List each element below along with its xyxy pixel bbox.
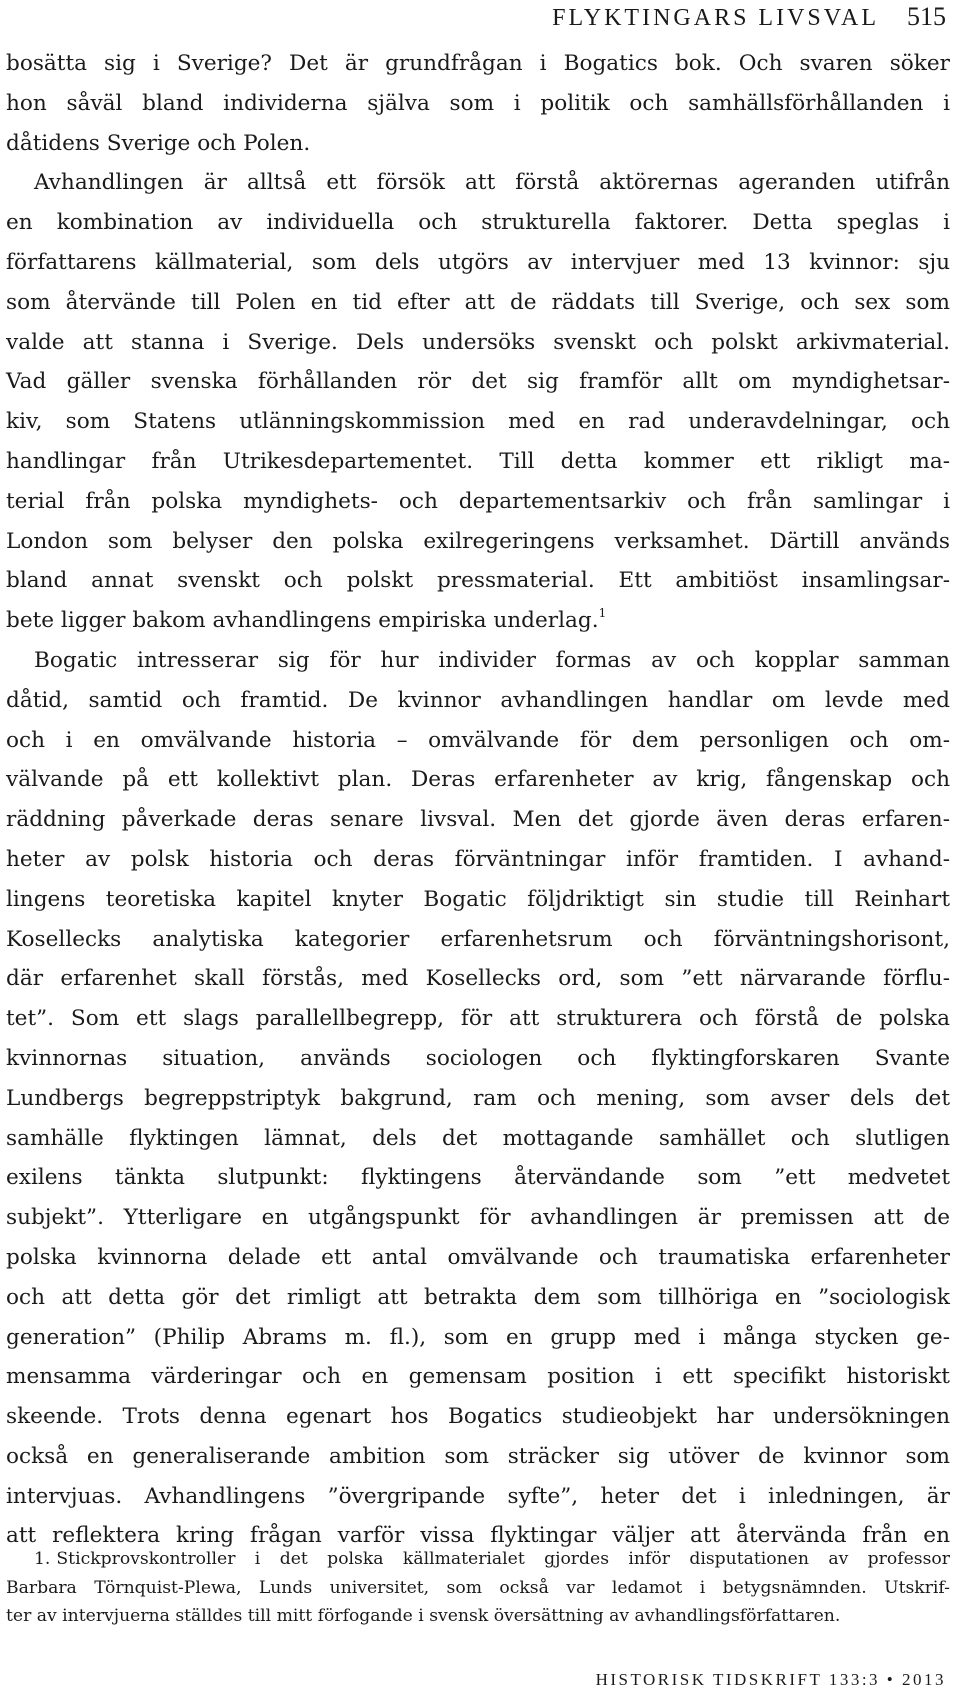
text-line: valde att stanna i Sverige. Dels undersöks svenskt och polskt arkivmaterial. — [6, 329, 950, 355]
text-line: heter av polsk historia och deras förväntningar inför framtiden. I avhand- — [6, 846, 950, 872]
text-line: en kombination av individuella och strukturella faktorer. Detta speglas i — [6, 210, 950, 236]
text-line: och i en omvälvande historia – omvälvande för dem personligen och om- — [6, 727, 950, 753]
text-line: bosätta sig i Sverige? Det är grundfrågan i Bogatics bok. Och svaren söker — [6, 51, 950, 76]
text-line: Vad gäller svenska förhållanden rör det sig framför allt om myndighetsar- — [6, 369, 950, 395]
footnote-reference[interactable]: 1 — [598, 606, 607, 621]
text-line: kiv, som Statens utlänningskommission med en rad underavdelningar, och — [6, 409, 950, 435]
text-line: handlingar från Utrikesdepartementet. Till detta kommer ett rikligt ma- — [6, 448, 950, 474]
text-line: mensamma värderingar och en gemensam position i ett specifikt historiskt — [6, 1364, 950, 1390]
text-line: och att detta gör det rimligt att betrakta dem som tillhöriga en ”sociologisk — [6, 1284, 950, 1310]
footnotes — [6, 1545, 950, 1631]
footnote-line: ter av intervjuerna ställdes till mitt förfogande i svensk översättning av avhandlingsförfattaren. — [6, 1606, 841, 1626]
text-line: författarens källmaterial, som dels utgörs av intervjuer med 13 kvinnor: sju — [6, 249, 950, 275]
text-line: dåtid, samtid och framtid. De kvinnor avhandlingen handlar om levde med — [6, 687, 950, 713]
text-line: också en generaliserande ambition som sträcker sig utöver de kvinnor som — [6, 1443, 950, 1469]
footnote-line: Barbara Törnquist-Plewa, Lunds universitet, som också var ledamot i betygsnämnden. Utskrif- — [6, 1577, 950, 1598]
text-line: Lundbergs begreppstriptyk bakgrund, ram och mening, som avser dels det — [6, 1085, 950, 1111]
text-line: hon såväl bland individerna själva som i politik och samhällsförhållanden i — [6, 90, 950, 116]
footnote-line — [6, 1545, 950, 1574]
footnote-text: Stickprovskontroller i det polska källmaterialet gjordes inför disputationen av professor — [56, 1549, 950, 1569]
text-line: att reflektera kring frågan varför vissa flyktingar väljer att återvända från en — [6, 1523, 950, 1549]
text-line: skeende. Trots denna egenart hos Bogatics studieobjekt har undersökningen — [6, 1404, 950, 1430]
text-line: bland annat svenskt och polskt pressmaterial. Ett ambitiöst insamlingsar- — [6, 568, 950, 594]
text-line: bete ligger bakom avhandlingens empiriska underlag. — [6, 608, 599, 634]
journal-footer: HISTORISK TIDSKRIFT 133:3 • 2013 — [595, 1670, 946, 1689]
text-line: exilens tänkta slutpunkt: flyktingens återvändande som ”ett medvetet — [6, 1165, 950, 1191]
body-text — [6, 44, 950, 1556]
running-head — [552, 2, 946, 32]
running-title: FLYKTINGARS LIVSVAL — [552, 5, 879, 31]
text-line: kvinnornas situation, används sociologen och flyktingforskaren Svante — [6, 1045, 950, 1071]
footnote-number: 1. — [34, 1549, 51, 1569]
text-line: välvande på ett kollektivt plan. Deras erfarenheter av krig, fångenskap och — [6, 767, 950, 793]
text-line: där erfarenhet skall förstås, med Kosellecks ord, som ”ett närvarande förflu- — [6, 966, 950, 992]
page-number: 515 — [907, 2, 946, 31]
text-line: subjekt”. Ytterligare en utgångspunkt för avhandlingen är premissen att de — [6, 1205, 950, 1231]
text-line: terial från polska myndighets- och departementsarkiv och från samlingar i — [6, 488, 950, 514]
text-line: Avhandlingen är alltså ett försök att förstå aktörernas ageranden utifrån — [34, 170, 950, 196]
text-line: intervjuas. Avhandlingens ”övergripande syfte”, heter det i inledningen, är — [6, 1483, 950, 1509]
text-line: lingens teoretiska kapitel knyter Bogatic följdriktigt sin studie till Reinhart — [6, 886, 950, 912]
text-line: räddning påverkade deras senare livsval. Men det gjorde även deras erfaren- — [6, 807, 950, 833]
text-line: generation” (Philip Abrams m. fl.), som en grupp med i många stycken ge- — [6, 1324, 950, 1350]
text-line: dåtidens Sverige och Polen. — [6, 130, 311, 156]
text-line: polska kvinnorna delade ett antal omvälvande och traumatiska erfarenheter — [6, 1244, 950, 1270]
text-line: Bogatic intresserar sig för hur individer formas av och kopplar samman — [34, 647, 950, 673]
text-line: Kosellecks analytiska kategorier erfarenhetsrum och förväntningshorisont, — [6, 926, 950, 952]
text-line: samhälle flyktingen lämnat, dels det mottagande samhället och slutligen — [6, 1125, 950, 1151]
text-line: som återvände till Polen en tid efter att de räddats till Sverige, och sex som — [6, 289, 950, 315]
text-line: London som belyser den polska exilregeringens verksamhet. Därtill används — [6, 528, 950, 554]
text-line-with-footnote — [6, 601, 950, 641]
text-line: tet”. Som ett slags parallellbegrepp, för att strukturera och förstå de polska — [6, 1006, 950, 1032]
